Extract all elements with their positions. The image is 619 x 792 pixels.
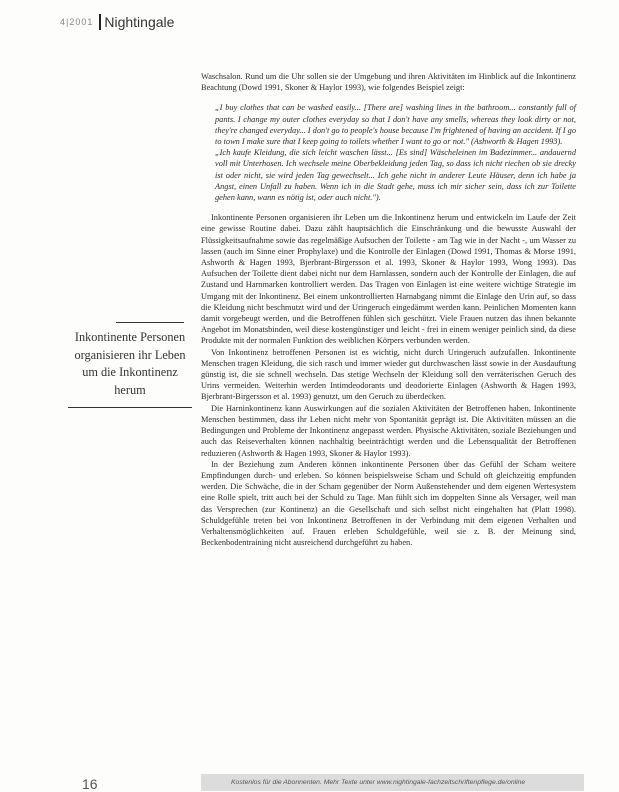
margin-pull-quote: Inkontinente Personen organisieren ihr Leben um die Inkontinenz herum: [74, 330, 186, 397]
footer-strip-text: Kostenlos für die Abonnenten. Mehr Texte unter www.nightingale-fachzeitschriftenpflege.de/online: [231, 779, 526, 786]
header-divider: [99, 14, 101, 30]
footer-strip: [201, 774, 584, 791]
paragraph-routine: Inkontinente Personen organisieren ihr Leben um die Inkontinenz herum und entwickeln im Laufe der Zeit eine gewisse Routine dabei. Dazu zählt hauptsächlich die Einschränkung und die bewusste Auswahl der Flüssigkeitsaufnahme sowie das regelmäßige Aufsuchen der Toilette - am Tag wie in der Nacht -, um Wasser zu lassen (auch im Sinne einer Prophylaxe) und die Kontrolle der Einlagen (Dowd 1991, Thomas & Morse 1991, Ashworth & Hagen 1993, Bjerbrant-Birgersson et al. 1993, Skoner & Haylor 1993, Wong 1993). Das Aufsuchen der Toilette dient dabei nicht nur dem Harnlassen, sondern auch der Kontrolle der Einlagen, die auf Zustand und Harnmarken kontrolliert werden. Das Tragen von Einlagen ist eine weitere wichtige Strategie im Umgang mit der Inkontinenz. Bei einem unkontrollierten Harnabgang nimmt die Einlage den Urin auf, so dass die Kleidung nicht beschmutzt wird und der Uringeruch eingedämmt werden kann. Peinlichen Momenten kann damit vorgebeugt werden, und die Betroffenen fühlen sich geschützt. Viele Frauen nutzen das ihnen bekannte Angebot im Monatsbinden, weil diese kostengünstiger und leicht - frei in einem weniger peinlich sind, da diese Produkte mit der normalen Funktion des weiblichen Körpers verbunden werden.: [201, 213, 576, 346]
paragraph-social: Die Harninkontinenz kann Auswirkungen auf die sozialen Aktivitäten der Betroffenen haben. Inkontinente Menschen bestimmen, dass ihr Leben nicht mehr von Spontanität geprägt ist. Die Aktivitäten müssen an die Bedingungen und Probleme der Inkontinenz angepasst werden. Physische Aktivitäten, soziale Beziehungen und auch das Reiseverhalten können nachhaltig beeinträchtigt werden und die Lebensqualität der Betroffenen reduzieren (Ashworth & Hagen 1993, Skoner & Haylor 1993).: [201, 403, 576, 458]
article-body: [201, 71, 576, 548]
margin-pull-quote-box: [68, 322, 192, 408]
running-header: [60, 12, 174, 32]
quote-english: „I buy clothes that can be washed easily... [There are] washing lines in the bathroom... constantly full of pants. I change my outer clothes everyday so that I don't have any smells, whereas they look dirty or not, they're changed everyday... I don't go to people's house because I'm frightened of having an accident. If I go to town I make sure that I keep going to toilets whether I want to go or not." (Ashworth & Hagen 1993).: [215, 103, 576, 147]
page-number: 16: [82, 776, 98, 792]
pull-quote-bottom-rule: [68, 407, 192, 408]
pull-quote-top-rule: [116, 322, 184, 323]
quote-german: „Ich kaufe Kleidung, die sich leicht waschen lässt... [Es sind] Wäscheleinen im Badezimmer... andauernd voll mit Unterhosen. Ich wechsele meine Oberbekleidung jeden Tag, so dass ich nicht riechen ob sie drecky ist oder nicht, sie wird jeden Tag gewechselt... Ich gehe nicht in anderer Leute Häuser, denn ich habe ja Angst, einen Unfall zu haben. Wenn ich in die Stadt gehe, muss ich mir sicher sein, dass ich zur Toilette gehen kann, wann es nötig ist, oder auch nicht.").: [215, 148, 576, 203]
paragraph-intro: Waschsalon. Rund um die Uhr sollen sie der Umgebung und ihren Aktivitäten im Hinblick auf die Inkontinenz Beachtung (Dowd 1991, Skoner & Haylor 1993), wie folgendes Beispiel zeigt:: [201, 72, 576, 93]
journal-name: Nightingale: [104, 14, 175, 30]
paragraph-odour: Von Inkontinenz betroffenen Personen ist es wichtig, nicht durch Uringeruch aufzufallen. Inkontinente Menschen tragen Kleidung, die sich rasch und immer wieder gut durchwaschen lässt sowie in der Ausdauftung günstig ist, die sie schnell wechseln. Das stetige Wechseln der Kleidung soll den verräterischen Geruch des Urins vermeiden. Weiterhin werden Intimdeodorants und deodorierte Einlagen (Ashworth & Hagen 1993, Bjerbrant-Birgersson et al. 1993) genutzt, um den Geruch zu überdecken.: [201, 347, 576, 402]
paragraph-shame: In der Beziehung zum Anderen können inkontinente Personen über das Gefühl der Scham weitere Empfindungen durch- und erleben. So können beispielsweise Scham und Schuld oft gleichzeitig empfunden werden. Die Schwäche, die in der Scham gegenüber der Norm Außenstehender und dem eigenen Wertesystem eine Rolle spielt, tritt auch bei der Schuld zu Tage. Man fühlt sich im doppelten Sinne als Versager, weil man das Versprechen (zur Kontinenz) an die Gesellschaft und sich selbst nicht eingehalten hat (Platt 1998). Schuldgefühle treten bei von Inkontinenz Betroffenen in der Verbindung mit dem eigenen Verhalten und Verhaltensmöglichkeiten auf. Frauen erleben Schuldgefühle, weil sie z. B. der Meinung sind, Beckenbodentraining nicht ausreichend durchgeführt zu haben.: [201, 459, 576, 548]
issue-number: 4|2001: [60, 17, 94, 27]
